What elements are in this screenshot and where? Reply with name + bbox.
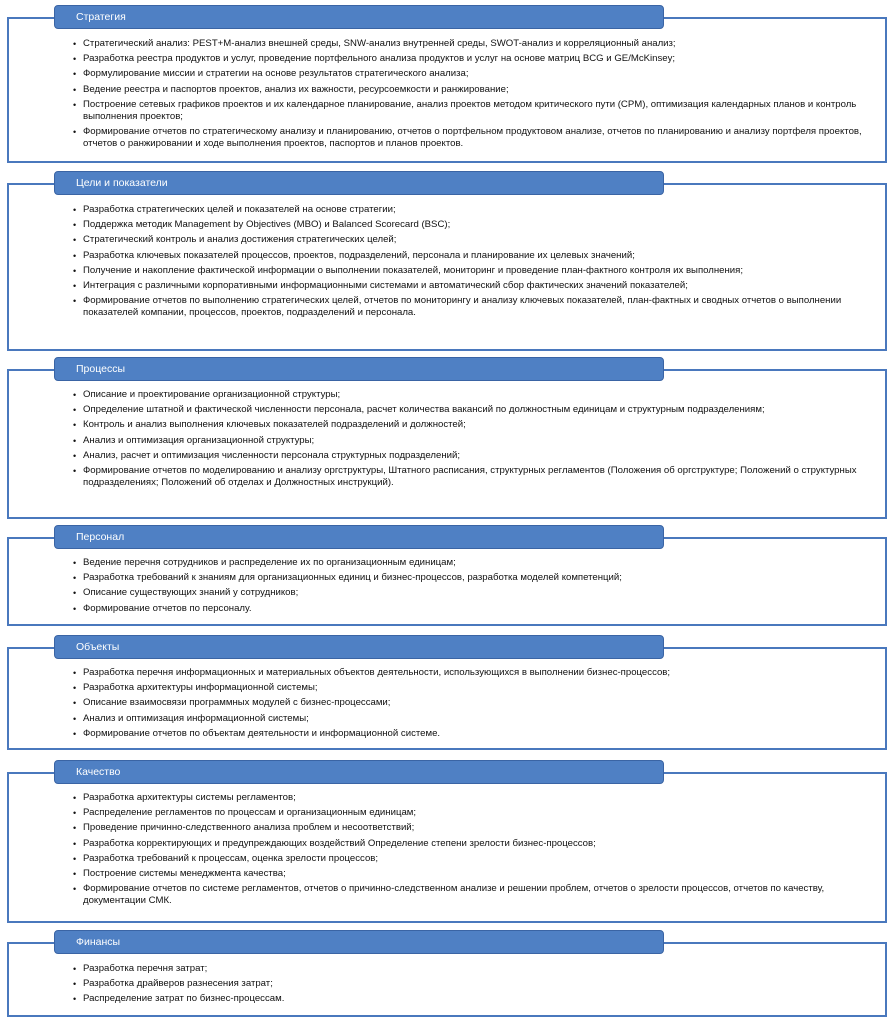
section-list-finance (73, 963, 876, 1009)
list-item: • Разработка перечня информационных и материальных объектов деятельности, использующихся в выполнении бизнес-процессов; (73, 667, 876, 679)
list-item: • Анализ и оптимизация информационной системы; (73, 713, 876, 725)
list-item: • Определение штатной и фактической численности персонала, расчет количества вакансий по должностным единицам и структурным подразделениям; (73, 404, 876, 416)
section-header-goals-and-kpis: Цели и показатели (54, 171, 664, 195)
section-header-processes: Процессы (54, 357, 664, 381)
section-header-quality: Качество (54, 760, 664, 784)
section-list-goals-and-kpis (73, 204, 876, 323)
list-item: • Формирование отчетов по стратегическому анализу и планированию, отчетов о портфельном продуктовом анализе, отчетов по планированию и анализу портфеля проектов, отчетов о ранжировании и ходе выполнения проектов, паспортов и планов проектов. (73, 126, 876, 150)
list-item: • Получение и накопление фактической информации о выполнении показателей, мониторинг и проведение план-фактного контроля их выполнения; (73, 265, 876, 277)
section-header-objects: Объекты (54, 635, 664, 659)
list-item: • Разработка архитектуры системы регламентов; (73, 792, 876, 804)
section-list-strategy (73, 38, 876, 154)
list-item: • Ведение реестра и паспортов проектов, анализ их важности, ресурсоемкости и ранжирование; (73, 84, 876, 96)
list-item: • Разработка перечня затрат; (73, 963, 876, 975)
list-item: • Разработка реестра продуктов и услуг, проведение портфельного анализа продуктов и услуг на основе матриц BCG и GE/McKinsey; (73, 53, 876, 65)
list-item: • Построение сетевых графиков проектов и их календарное планирование, анализ проектов методом критического пути (CPM), оптимизация календарных планов и контроль выполнения проектов; (73, 99, 876, 123)
list-item: • Анализ и оптимизация организационной структуры; (73, 435, 876, 447)
section-header-personnel: Персонал (54, 525, 664, 549)
section-list-objects (73, 667, 876, 743)
list-item: • Формирование отчетов по персоналу. (73, 603, 876, 615)
list-item: • Стратегический анализ: PEST+M-анализ внешней среды, SNW-анализ внутренней среды, SWOT-анализ и корреляционный анализ; (73, 38, 876, 50)
list-item: • Распределение регламентов по процессам и организационным единицам; (73, 807, 876, 819)
list-item: • Разработка ключевых показателей процессов, проектов, подразделений, персонала и планирование их целевых значений; (73, 250, 876, 262)
section-list-processes (73, 389, 876, 492)
list-item: • Разработка корректирующих и предупреждающих воздействий Определение степени зрелости бизнес-процессов; (73, 838, 876, 850)
list-item: • Формирование отчетов по моделированию и анализу оргструктуры, Штатного расписания, структурных регламентов (Положения об оргструктуре; Положений о структурных подразделениях; Положений об отделах и Должностных инструкций). (73, 465, 876, 489)
list-item: • Построение системы менеджмента качества; (73, 868, 876, 880)
list-item: • Формулирование миссии и стратегии на основе результатов стратегического анализа; (73, 68, 876, 80)
list-item: • Формирование отчетов по системе регламентов, отчетов о причинно-следственном анализе и решении проблем, отчетов о зрелости процессов, отчетов по качеству, документации СМК. (73, 883, 876, 907)
section-list-personnel (73, 557, 876, 618)
list-item: • Разработка требований к знаниям для организационных единиц и бизнес-процессов, разработка моделей компетенций; (73, 572, 876, 584)
list-item: • Проведение причинно-следственного анализа проблем и несоответствий; (73, 822, 876, 834)
list-item: • Разработка архитектуры информационной системы; (73, 682, 876, 694)
list-item: • Контроль и анализ выполнения ключевых показателей подразделений и должностей; (73, 419, 876, 431)
list-item: • Ведение перечня сотрудников и распределение их по организационным единицам; (73, 557, 876, 569)
list-item: • Разработка драйверов разнесения затрат; (73, 978, 876, 990)
list-item: • Описание существующих знаний у сотрудников; (73, 587, 876, 599)
list-item: • Разработка стратегических целей и показателей на основе стратегии; (73, 204, 876, 216)
list-item: • Стратегический контроль и анализ достижения стратегических целей; (73, 234, 876, 246)
list-item: • Интеграция с различными корпоративными информационными системами и автоматический сбор фактических значений показателей; (73, 280, 876, 292)
section-header-strategy: Стратегия (54, 5, 664, 29)
section-list-quality (73, 792, 876, 911)
list-item: • Описание взаимосвязи программных модулей с бизнес-процессами; (73, 697, 876, 709)
list-item: • Формирование отчетов по выполнению стратегических целей, отчетов по мониторингу и анализу ключевых показателей, план-фактных и сводных отчетов о выполнении показателей компании, процессов, проектов, подразделений и персонала. (73, 295, 876, 319)
list-item: • Описание и проектирование организационной структуры; (73, 389, 876, 401)
list-item: • Анализ, расчет и оптимизация численности персонала структурных подразделений; (73, 450, 876, 462)
list-item: • Формирование отчетов по объектам деятельности и информационной системе. (73, 728, 876, 740)
list-item: • Поддержка методик Management by Objectives (MBO) и Balanced Scorecard (BSC); (73, 219, 876, 231)
section-header-finance: Финансы (54, 930, 664, 954)
list-item: • Распределение затрат по бизнес-процессам. (73, 993, 876, 1005)
list-item: • Разработка требований к процессам, оценка зрелости процессов; (73, 853, 876, 865)
